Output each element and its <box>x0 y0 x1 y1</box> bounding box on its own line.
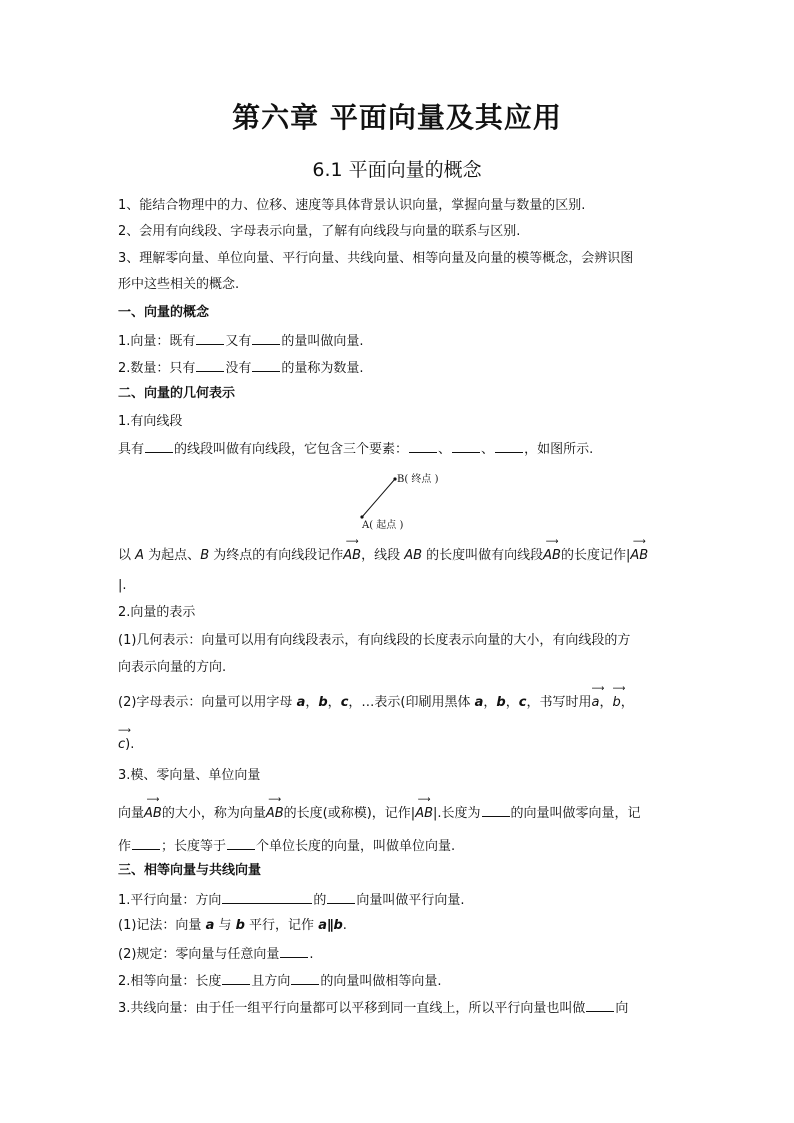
parallel-rule: (2)规定：零向量与任意向量 . <box>118 944 678 964</box>
fill-blank <box>482 803 510 817</box>
equal-vector-definition: 2.相等向量：长度 且方向 的向量叫做相等向量. <box>118 971 678 991</box>
fill-blank <box>452 439 480 453</box>
vector-b: ⟶ b <box>612 684 626 710</box>
vector-ab: ⟶ AB <box>543 537 561 563</box>
fill-blank <box>252 358 280 372</box>
section-heading-2: 二、向量的几何表示 <box>118 386 236 401</box>
unit-vector-definition: 作 ；长度等于 个单位长度的向量，叫做单位向量. <box>118 836 678 856</box>
fill-blank <box>291 971 319 985</box>
subheading-modulus: 3.模、零向量、单位向量 <box>118 768 261 783</box>
modulus-definition: 向量 ⟶ AB的大小，称为向量 ⟶ AB的长度(或称模)，记作| ⟶ AB|.长度为 的向量叫做零向量，记 <box>118 795 641 821</box>
vector-a: ⟶ a <box>591 684 605 710</box>
fill-blank <box>222 971 250 985</box>
collinear-vector-definition: 3.共线向量：由于任一组平行向量都可以平移到同一直线上，所以平行向量也叫做 向 <box>118 998 678 1018</box>
parallel-vector-definition: 1.平行向量：方向 的 向量叫做平行向量. <box>118 890 678 910</box>
goal-2: 2、会用有向线段、字母表示向量，了解有向线段与向量的联系与区别. <box>118 224 521 239</box>
vector-notation: 以 A 为起点、B 为终点的有向线段记作 ⟶ AB，线段 AB 的长度叫做有向线段 ⟶ AB的长度记作| ⟶ AB <box>118 537 649 563</box>
vector-ab: ⟶ AB <box>265 795 284 821</box>
parallel-notation: (1)记法：向量 a 与 b 平行，记作 a∥b. <box>118 918 347 933</box>
vector-ab: ⟶ AB <box>343 537 362 563</box>
fill-blank <box>227 836 255 850</box>
letter-representation: (2)字母表示：向量可以用字母 a，b，c，…表示(印刷用黑体 a，b，c，书写时用 ⟶ a， ⟶ b， <box>118 684 634 710</box>
vector-c: ⟶ c <box>118 726 131 752</box>
segment-line <box>362 479 395 517</box>
vector-ab: ⟶ AB <box>144 795 162 821</box>
fill-blank <box>252 331 280 345</box>
fill-blank <box>196 358 224 372</box>
subheading-representation: 2.向量的表示 <box>118 605 196 620</box>
vector-definition: 1.向量：既有 又有 的量叫做向量. <box>118 331 678 351</box>
endpoint-label: B( 终点 ) <box>397 474 439 485</box>
fill-blank <box>145 439 173 453</box>
directed-segment-definition: 具有 的线段叫做有向线段，它包含三个要素： 、 、 ，如图所示. <box>118 439 678 459</box>
fill-blank <box>196 331 224 345</box>
vector-ab: ⟶ AB <box>415 795 433 821</box>
goal-1: 1、能结合物理中的力、位移、速度等具体背景认识向量，掌握向量与数量的区别. <box>118 198 586 213</box>
goal-3-cont: 形中这些相关的概念. <box>118 277 240 292</box>
fill-blank <box>327 890 355 904</box>
fill-blank <box>409 439 437 453</box>
section-title: 6.1 平面向量的概念 <box>312 159 482 181</box>
vector-ab: ⟶ AB <box>630 537 649 563</box>
chapter-title: 第六章 平面向量及其应用 <box>232 101 562 134</box>
geometric-representation-cont: 向表示向量的方向. <box>118 660 227 675</box>
fill-blank <box>586 998 614 1012</box>
letter-representation-cont: ⟶ c). <box>118 726 135 752</box>
vector-notation-tail: |. <box>118 578 127 593</box>
startpoint-label: A( 起点 ) <box>362 520 404 531</box>
section-heading-1: 一、向量的概念 <box>118 305 210 320</box>
geometric-representation: (1)几何表示：向量可以用有向线段表示，有向线段的长度表示向量的大小，有向线段的方 <box>118 633 631 648</box>
fill-blank <box>280 944 308 958</box>
goal-3: 3、理解零向量、单位向量、平行向量、共线向量、相等向量及向量的模等概念，会辨识图 <box>118 251 634 266</box>
scalar-definition: 2.数量：只有 没有 的量称为数量. <box>118 358 678 378</box>
fill-blank <box>222 890 312 904</box>
section-heading-3: 三、相等向量与共线向量 <box>118 863 262 878</box>
fill-blank <box>132 836 160 850</box>
subheading-directed-segment: 1.有向线段 <box>118 414 183 429</box>
fill-blank <box>495 439 523 453</box>
